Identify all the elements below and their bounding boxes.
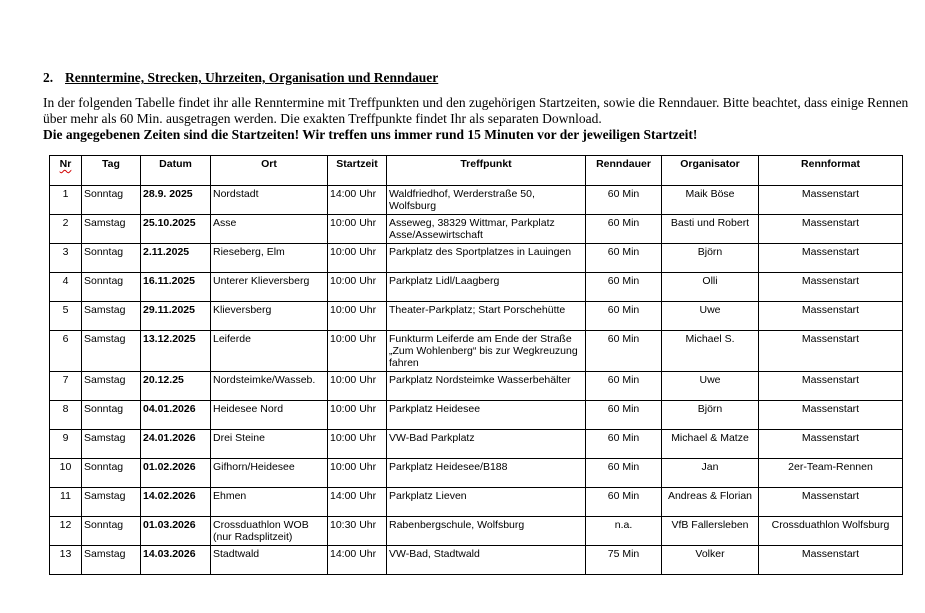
- cell-startzeit: 14:00 Uhr: [328, 488, 387, 517]
- cell-tag: Samstag: [82, 302, 141, 331]
- cell-organisator: VfB Fallersleben: [662, 517, 759, 546]
- cell-renndauer: 60 Min: [586, 488, 662, 517]
- cell-rennformat: Massenstart: [759, 186, 903, 215]
- table-row: [50, 459, 903, 488]
- cell-ort: Unterer Klieversberg: [211, 273, 328, 302]
- cell-organisator: Björn: [662, 401, 759, 430]
- cell-nr: 4: [50, 273, 82, 302]
- cell-treffpunkt: Parkplatz Lieven: [387, 488, 586, 517]
- cell-tag: Sonntag: [82, 273, 141, 302]
- cell-datum: 28.9. 2025: [141, 186, 211, 215]
- cell-tag: Sonntag: [82, 401, 141, 430]
- cell-ort: Ehmen: [211, 488, 328, 517]
- cell-startzeit: 10:30 Uhr: [328, 517, 387, 546]
- cell-rennformat: 2er-Team-Rennen: [759, 459, 903, 488]
- cell-rennformat: Massenstart: [759, 273, 903, 302]
- cell-organisator: Uwe: [662, 372, 759, 401]
- race-schedule-table: [49, 155, 903, 575]
- cell-datum: 01.03.2026: [141, 517, 211, 546]
- cell-ort: Drei Steine: [211, 430, 328, 459]
- cell-ort: Stadtwald: [211, 546, 328, 575]
- intro-paragraph: In der folgenden Tabelle findet ihr alle Renntermine mit Treffpunkten und den zugehörigen Startzeiten, sowie die Renndauer. Bitte beachtet, dass einige Rennen über mehr als 60 Min. ausgetragen werden. Die exakten Treffpunkte findet Ihr als separaten Download.: [43, 95, 909, 126]
- cell-renndauer: 60 Min: [586, 302, 662, 331]
- cell-startzeit: 10:00 Uhr: [328, 302, 387, 331]
- cell-rennformat: Massenstart: [759, 430, 903, 459]
- cell-datum: 14.03.2026: [141, 546, 211, 575]
- cell-treffpunkt: VW-Bad, Stadtwald: [387, 546, 586, 575]
- table-row: [50, 401, 903, 430]
- cell-organisator: Maik Böse: [662, 186, 759, 215]
- header-tag: Tag: [82, 156, 141, 186]
- section-heading: [43, 70, 438, 86]
- cell-tag: Sonntag: [82, 459, 141, 488]
- cell-ort: Klieversberg: [211, 302, 328, 331]
- cell-tag: Samstag: [82, 215, 141, 244]
- cell-renndauer: 60 Min: [586, 459, 662, 488]
- cell-treffpunkt: Asseweg, 38329 Wittmar, Parkplatz Asse/Assewirtschaft: [387, 215, 586, 244]
- cell-renndauer: 60 Min: [586, 331, 662, 372]
- cell-treffpunkt: Parkplatz Heidesee: [387, 401, 586, 430]
- table-row: [50, 488, 903, 517]
- cell-nr: 6: [50, 331, 82, 372]
- header-nr: Nr: [50, 156, 82, 186]
- cell-datum: 24.01.2026: [141, 430, 211, 459]
- cell-treffpunkt: Waldfriedhof, Werderstraße 50, Wolfsburg: [387, 186, 586, 215]
- cell-renndauer: 60 Min: [586, 215, 662, 244]
- cell-nr: 2: [50, 215, 82, 244]
- cell-startzeit: 10:00 Uhr: [328, 372, 387, 401]
- cell-datum: 01.02.2026: [141, 459, 211, 488]
- cell-datum: 25.10.2025: [141, 215, 211, 244]
- cell-nr: 1: [50, 186, 82, 215]
- cell-datum: 13.12.2025: [141, 331, 211, 372]
- cell-organisator: Olli: [662, 273, 759, 302]
- cell-treffpunkt: VW-Bad Parkplatz: [387, 430, 586, 459]
- cell-nr: 9: [50, 430, 82, 459]
- cell-tag: Samstag: [82, 546, 141, 575]
- table-body: [50, 186, 903, 575]
- cell-organisator: Volker: [662, 546, 759, 575]
- cell-startzeit: 14:00 Uhr: [328, 546, 387, 575]
- cell-treffpunkt: Parkplatz Heidesee/B188: [387, 459, 586, 488]
- cell-rennformat: Massenstart: [759, 546, 903, 575]
- cell-treffpunkt: Theater-Parkplatz; Start Porschehütte: [387, 302, 586, 331]
- cell-nr: 3: [50, 244, 82, 273]
- cell-organisator: Jan: [662, 459, 759, 488]
- cell-ort: Leiferde: [211, 331, 328, 372]
- cell-ort: Rieseberg, Elm: [211, 244, 328, 273]
- cell-rennformat: Massenstart: [759, 302, 903, 331]
- cell-tag: Sonntag: [82, 244, 141, 273]
- cell-rennformat: Massenstart: [759, 488, 903, 517]
- cell-datum: 29.11.2025: [141, 302, 211, 331]
- cell-nr: 12: [50, 517, 82, 546]
- cell-rennformat: Massenstart: [759, 372, 903, 401]
- cell-tag: Samstag: [82, 430, 141, 459]
- cell-organisator: Uwe: [662, 302, 759, 331]
- header-startzeit: Startzeit: [328, 156, 387, 186]
- cell-startzeit: 10:00 Uhr: [328, 244, 387, 273]
- cell-renndauer: 60 Min: [586, 430, 662, 459]
- cell-nr: 7: [50, 372, 82, 401]
- cell-organisator: Basti und Robert: [662, 215, 759, 244]
- table-row: [50, 546, 903, 575]
- table-row: [50, 430, 903, 459]
- table-row: [50, 186, 903, 215]
- cell-renndauer: 75 Min: [586, 546, 662, 575]
- cell-renndauer: 60 Min: [586, 401, 662, 430]
- header-rennformat: Rennformat: [759, 156, 903, 186]
- table-row: [50, 331, 903, 372]
- cell-startzeit: 10:00 Uhr: [328, 215, 387, 244]
- cell-ort: Gifhorn/Heidesee: [211, 459, 328, 488]
- cell-tag: Samstag: [82, 372, 141, 401]
- cell-nr: 13: [50, 546, 82, 575]
- cell-rennformat: Massenstart: [759, 331, 903, 372]
- cell-startzeit: 10:00 Uhr: [328, 401, 387, 430]
- header-renndauer: Renndauer: [586, 156, 662, 186]
- cell-nr: 8: [50, 401, 82, 430]
- table-row: [50, 273, 903, 302]
- cell-treffpunkt: Parkplatz des Sportplatzes in Lauingen: [387, 244, 586, 273]
- section-number: 2.: [43, 70, 54, 85]
- table-row: [50, 302, 903, 331]
- header-datum: Datum: [141, 156, 211, 186]
- cell-ort: Nordsteimke/Wasseb.: [211, 372, 328, 401]
- cell-datum: 04.01.2026: [141, 401, 211, 430]
- cell-startzeit: 10:00 Uhr: [328, 273, 387, 302]
- cell-tag: Samstag: [82, 331, 141, 372]
- table-row: [50, 215, 903, 244]
- cell-renndauer: 60 Min: [586, 273, 662, 302]
- cell-nr: 11: [50, 488, 82, 517]
- cell-ort: Heidesee Nord: [211, 401, 328, 430]
- cell-treffpunkt: Rabenbergschule, Wolfsburg: [387, 517, 586, 546]
- cell-tag: Sonntag: [82, 186, 141, 215]
- cell-organisator: Michael & Matze: [662, 430, 759, 459]
- cell-ort: Asse: [211, 215, 328, 244]
- cell-rennformat: Crossduathlon Wolfsburg: [759, 517, 903, 546]
- table-row: [50, 372, 903, 401]
- cell-renndauer: n.a.: [586, 517, 662, 546]
- cell-datum: 14.02.2026: [141, 488, 211, 517]
- cell-startzeit: 14:00 Uhr: [328, 186, 387, 215]
- cell-datum: 20.12.25: [141, 372, 211, 401]
- cell-organisator: Björn: [662, 244, 759, 273]
- cell-startzeit: 10:00 Uhr: [328, 331, 387, 372]
- cell-startzeit: 10:00 Uhr: [328, 430, 387, 459]
- cell-organisator: Andreas & Florian: [662, 488, 759, 517]
- cell-rennformat: Massenstart: [759, 244, 903, 273]
- cell-treffpunkt: Funkturm Leiferde am Ende der Straße „Zum Wohlenberg“ bis zur Wegkreuzung fahren: [387, 331, 586, 372]
- table-row: [50, 244, 903, 273]
- cell-ort: Crossduathlon WOB (nur Radsplitzeit): [211, 517, 328, 546]
- cell-organisator: Michael S.: [662, 331, 759, 372]
- cell-nr: 5: [50, 302, 82, 331]
- header-organisator: Organisator: [662, 156, 759, 186]
- cell-treffpunkt: Parkplatz Nordsteimke Wasserbehälter: [387, 372, 586, 401]
- cell-treffpunkt: Parkplatz Lidl/Laagberg: [387, 273, 586, 302]
- cell-startzeit: 10:00 Uhr: [328, 459, 387, 488]
- intro-bold-note: Die angegebenen Zeiten sind die Startzeiten! Wir treffen uns immer rund 15 Minuten vor der jeweiligen Startzeit!: [43, 127, 698, 142]
- section-title: Renntermine, Strecken, Uhrzeiten, Organisation und Renndauer: [65, 70, 439, 85]
- cell-renndauer: 60 Min: [586, 186, 662, 215]
- cell-renndauer: 60 Min: [586, 244, 662, 273]
- table-header-row: [50, 156, 903, 186]
- intro-text: [43, 95, 913, 143]
- cell-ort: Nordstadt: [211, 186, 328, 215]
- header-ort: Ort: [211, 156, 328, 186]
- cell-rennformat: Massenstart: [759, 401, 903, 430]
- cell-tag: Samstag: [82, 488, 141, 517]
- cell-datum: 16.11.2025: [141, 273, 211, 302]
- cell-nr: 10: [50, 459, 82, 488]
- cell-renndauer: 60 Min: [586, 372, 662, 401]
- header-treffpunkt: Treffpunkt: [387, 156, 586, 186]
- table-row: [50, 517, 903, 546]
- cell-tag: Sonntag: [82, 517, 141, 546]
- cell-datum: 2.11.2025: [141, 244, 211, 273]
- cell-rennformat: Massenstart: [759, 215, 903, 244]
